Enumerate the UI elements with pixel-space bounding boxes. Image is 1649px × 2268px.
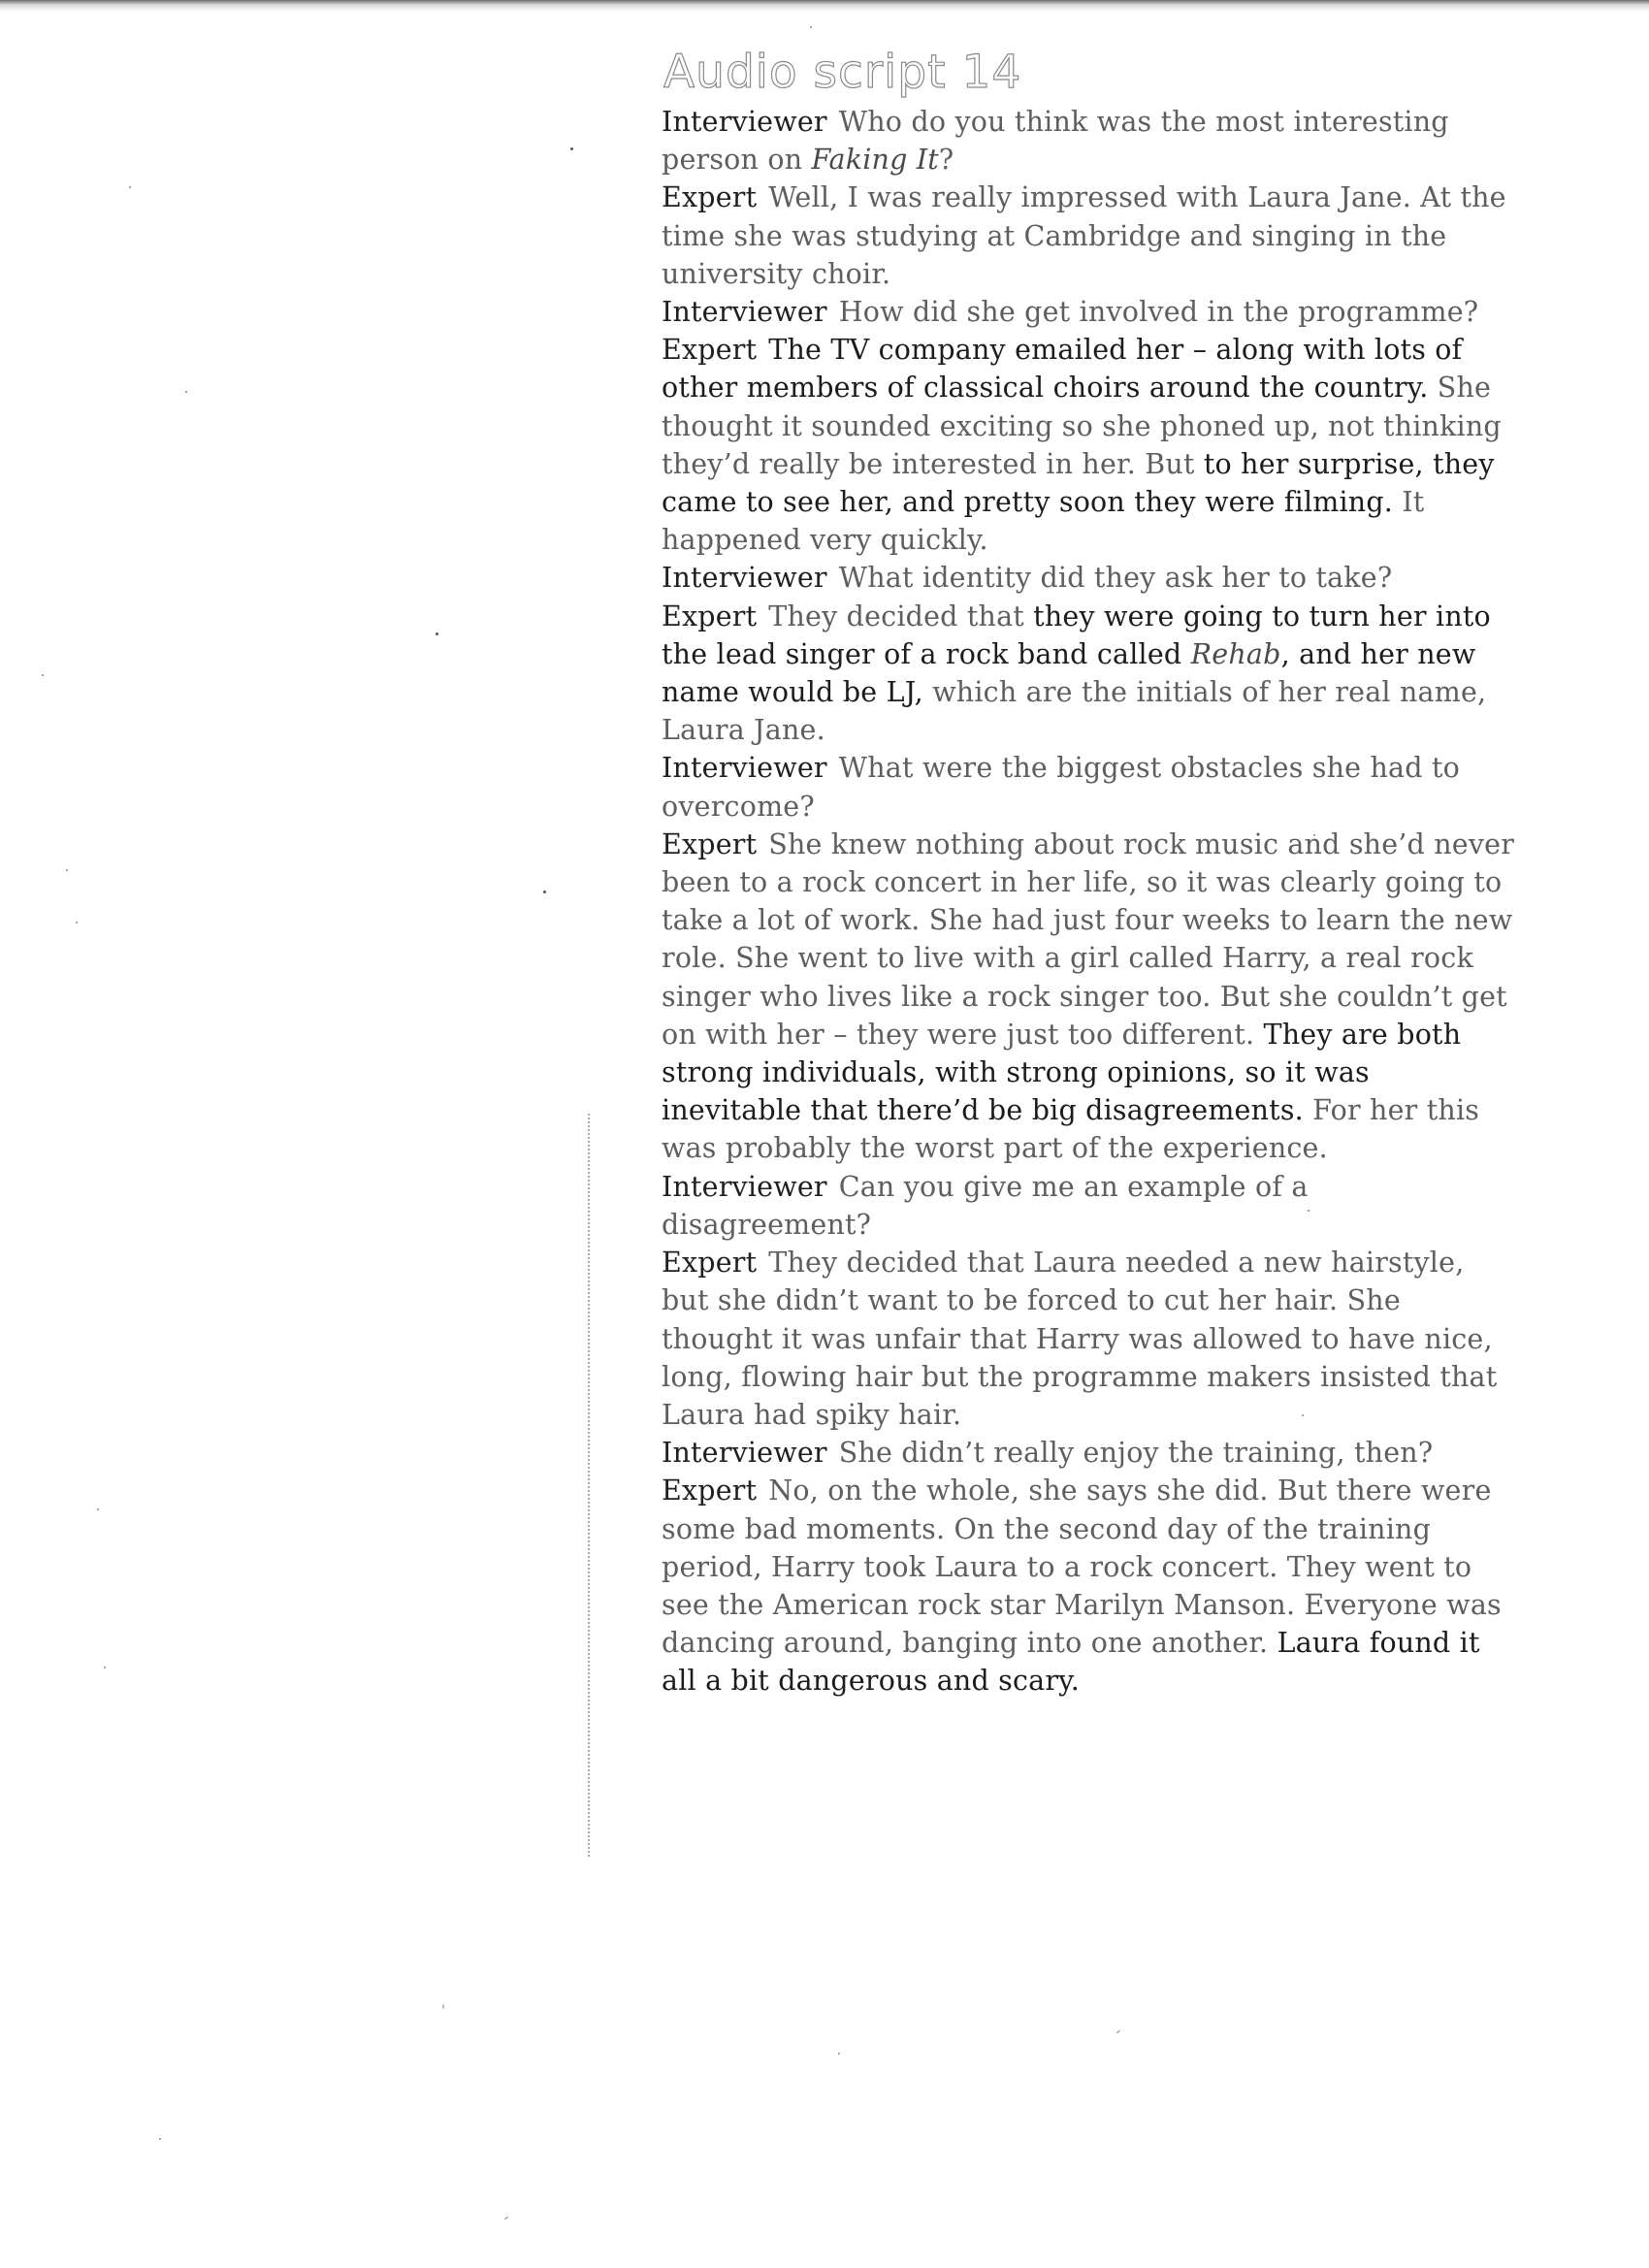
- speaker-label: Expert: [662, 334, 758, 367]
- speaker-label: Expert: [662, 599, 758, 632]
- transcript-turn: [662, 1168, 1515, 1244]
- speaker-label: Expert: [662, 1474, 758, 1507]
- transcript-turn: [662, 1244, 1515, 1434]
- speech-text: She knew nothing about rock music and she’d never been to a rock concert in her life, so it was clearly going to take a lot of work. She had just four weeks to learn the new role. She went to live with a girl called Harry, a real rock singer who lives like a rock singer too. But she couldn’t get on with her – they were just too different.: [662, 827, 1515, 1051]
- scan-speck: [838, 2053, 840, 2055]
- speech-text: What were the biggest obstacles she had to overcome?: [662, 752, 1460, 823]
- scan-speck: [543, 891, 546, 893]
- transcript-body: [662, 103, 1515, 1701]
- scan-speck: [810, 26, 812, 28]
- transcript-turn: [662, 826, 1515, 1168]
- speech-text: How did she get involved in the programme?: [838, 296, 1479, 329]
- speech-text: Well, I was really impressed with Laura Jane. At the time she was studying at Cambridge and singing in the university choir.: [662, 181, 1506, 290]
- speech-text: No, on the whole, she says she did. But there were some bad moments. On the second day of the training period, Harry took Laura to a rock concert. They went to see the American rock star Marilyn Manson. Everyone was dancing around, banging into one another.: [662, 1474, 1502, 1660]
- speech-text: It happened very quickly.: [662, 486, 1425, 557]
- speaker-label: Expert: [662, 181, 758, 214]
- scan-speck: [66, 869, 68, 871]
- audio-script: [662, 43, 1515, 1701]
- scan-speck: [104, 1667, 106, 1669]
- transcript-turn: [662, 103, 1515, 178]
- scan-fold-line: [588, 1114, 590, 1857]
- scan-speck: [159, 2138, 161, 2140]
- scan-speck: [443, 2005, 444, 2009]
- speaker-label: Interviewer: [662, 296, 827, 329]
- speaker-label: Interviewer: [662, 1437, 827, 1470]
- speech-text: ?: [938, 144, 954, 177]
- scan-speck: [436, 632, 438, 635]
- italic-title: Faking It: [811, 144, 939, 177]
- speech-text: They decided that: [768, 599, 1034, 632]
- speech-text: Can you give me an example of a disagreement?: [662, 1170, 1309, 1241]
- transcript-turn: [662, 559, 1515, 597]
- speaker-label: Interviewer: [662, 752, 827, 785]
- transcript-turn: [662, 749, 1515, 825]
- scan-speck: [570, 147, 573, 150]
- speech-text: For her this was probably the worst part of the experience.: [662, 1094, 1480, 1165]
- scan-speck: [1116, 2030, 1120, 2033]
- key-phrase: they were going to turn her into the lead singer of a rock band called: [662, 599, 1491, 670]
- transcript-turn: [662, 1434, 1515, 1472]
- speaker-label: Interviewer: [662, 1170, 827, 1203]
- speech-text: They decided that Laura needed a new hairstyle, but she didn’t want to be forced to cut her hair. She thought it was unfair that Harry was allowed to have nice, long, flowing hair but the programme makers insisted that Laura had spiky hair.: [662, 1247, 1498, 1431]
- transcript-turn: [662, 598, 1515, 750]
- transcript-turn: [662, 178, 1515, 293]
- speech-text: Who do you think was the most interesting person on: [662, 106, 1449, 177]
- transcript-turn: [662, 331, 1515, 559]
- scan-speck: [97, 1508, 99, 1510]
- scan-top-edge: [0, 0, 1649, 14]
- speaker-label: Expert: [662, 827, 758, 860]
- transcript-turn: [662, 293, 1515, 331]
- speaker-label: Interviewer: [662, 106, 827, 138]
- key-phrase: , and her new name would be LJ,: [662, 637, 1476, 709]
- italic-title: Rehab: [1190, 637, 1281, 670]
- scan-speck: [42, 674, 44, 676]
- page-title: Audio script 14: [663, 46, 1022, 99]
- scan-speck: [129, 186, 131, 188]
- speech-text: What identity did they ask her to take?: [838, 562, 1393, 595]
- speech-text: She thought it sounded exciting so she phoned up, not thinking they’d really be interested in her. But: [662, 372, 1502, 480]
- key-phrase: Laura found it all a bit dangerous and scary.: [662, 1627, 1480, 1698]
- key-phrase: The TV company emailed her – along with lots of other members of classical choirs around the country.: [662, 334, 1463, 405]
- transcript-turn: [662, 1472, 1515, 1700]
- scan-speck: [185, 391, 187, 393]
- speaker-label: Expert: [662, 1247, 758, 1280]
- key-phrase: They are both strong individuals, with strong opinions, so it was inevitable that there’d be big disagreements.: [662, 1018, 1462, 1127]
- speech-text: which are the initials of her real name, Laura Jane.: [662, 676, 1487, 747]
- scan-speck: [76, 922, 78, 923]
- key-phrase: to her surprise, they came to see her, and pretty soon they were filming.: [662, 447, 1495, 519]
- speaker-label: Interviewer: [662, 562, 827, 595]
- scan-speck: [504, 2217, 508, 2219]
- speech-text: She didn’t really enjoy the training, then?: [838, 1437, 1434, 1470]
